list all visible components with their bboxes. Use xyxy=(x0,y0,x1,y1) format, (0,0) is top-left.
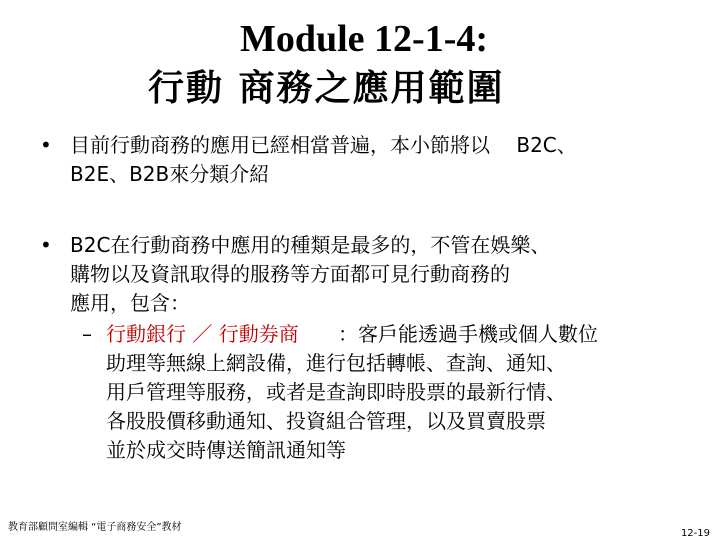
sub-bullet-line-5: 並於成交時傳送簡訊通知等 xyxy=(106,438,346,462)
bullet-2-line-3: 應用，包含： xyxy=(70,291,190,315)
sub-bullet-line-2: 助理等無線上網設備，進行包括轉帳、查詢、通知、 xyxy=(106,351,566,375)
sub-bullet-line-1: ：客戶能透過手機或個人數位 xyxy=(338,322,598,346)
footer-source: 教育部顧問室編輯 “電子商務安全”教材 xyxy=(8,522,182,533)
bullet-marker: • xyxy=(40,233,52,257)
sub-bullet-marker: – xyxy=(82,322,92,346)
bullet-1-line-1: 目前行動商務的應用已經相當普遍，本小節將以 B2C、 xyxy=(70,133,577,157)
slide-title: Module 12-1-4: xyxy=(239,18,489,60)
bullet-marker: • xyxy=(40,133,52,157)
page-number: 12-19 xyxy=(680,528,710,539)
bullet-2-line-1: B2C在行動商務中應用的種類是最多的，不管在娛樂、 xyxy=(70,233,551,257)
bullet-2-line-2: 購物以及資訊取得的服務等方面都可見行動商務的 xyxy=(70,262,510,286)
sub-bullet-line-3: 用戶管理等服務，或者是查詢即時股票的最新行情、 xyxy=(106,380,566,404)
sub-bullet-line-4: 各股股價移動通知、投資組合管理，以及買賣股票 xyxy=(106,409,546,433)
bullet-1-line-2: B2E、B2B來分類介紹 xyxy=(70,162,270,186)
slide-subtitle: 行動 商務之應用範圍 xyxy=(148,68,505,109)
sub-bullet-highlight: 行動銀行 ／ 行動券商 xyxy=(106,322,299,346)
